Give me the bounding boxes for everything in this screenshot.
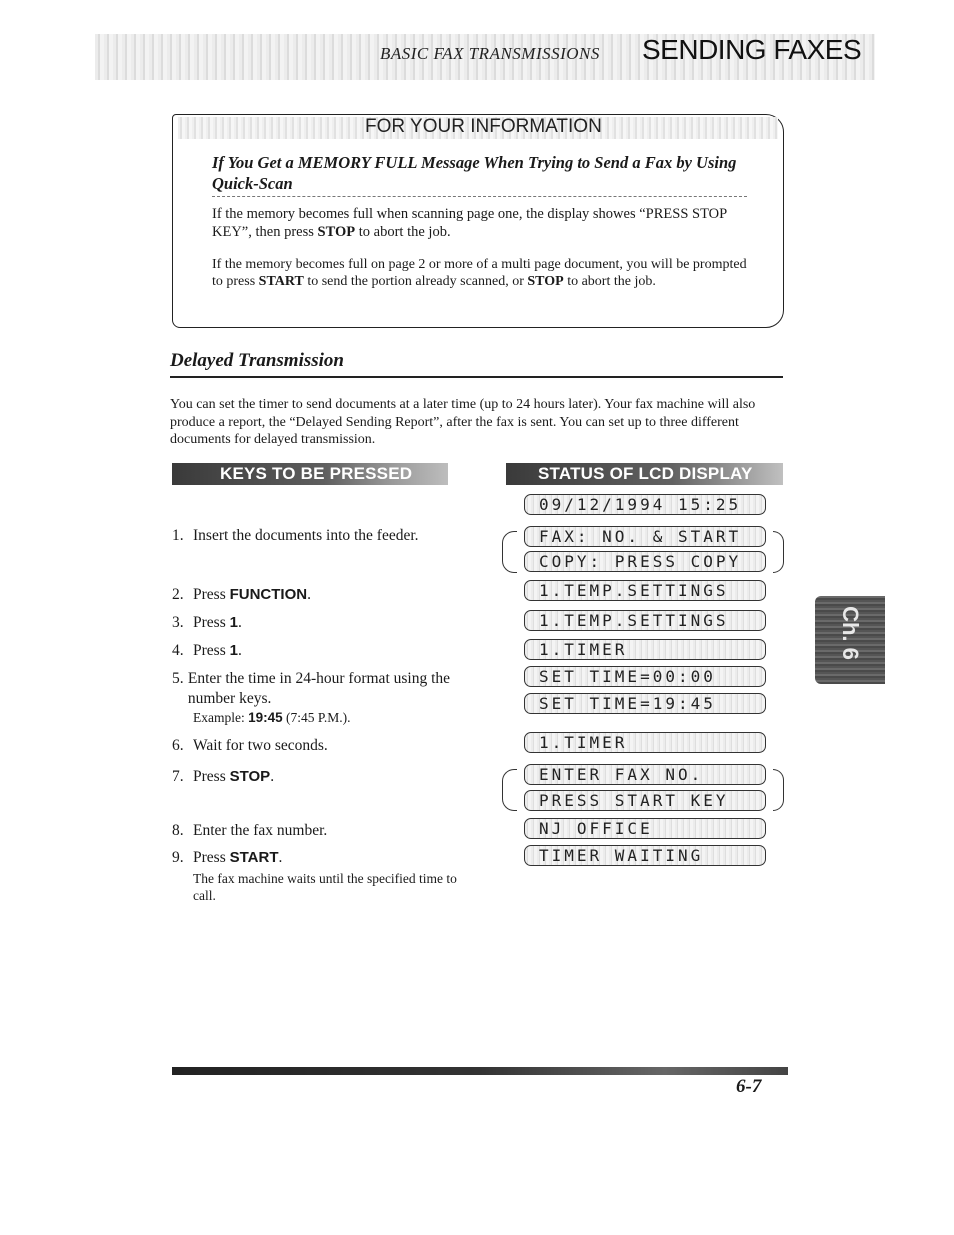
info-box-paragraph-1 [212,205,752,241]
lcd-display: COPY: PRESS COPY [524,551,766,572]
step-key: FUNCTION [229,586,308,603]
section-title: Delayed Transmission [170,350,344,371]
info-p1-key: STOP [317,224,356,240]
info-p2-end: to abort the job. [563,274,656,289]
step-text: Enter the fax number. [193,822,328,839]
step-2: 2. Press FUNCTION. [172,586,311,603]
step-9: 9. Press START. The fax machine waits until the specified time to call. [172,849,457,903]
info-p1-text: If the memory becomes full when scanning page one, the display showes “PRESS STOP KEY”, then press [212,206,727,240]
keys-column-header: KEYS TO BE PRESSED [172,463,448,485]
lcd-display: PRESS START KEY [524,790,766,811]
section-intro: You can set the timer to send documents at a later time (up to 24 hours later). Your fax machine will also produce a report, the “Delayed Sending Report”, after the fax is sent. You can set up to three different documents for delayed transmission. [170,397,756,447]
step-key: 1 [229,614,238,631]
lcd-display: 1.TEMP.SETTINGS [524,610,766,631]
chapter-tab-label: Ch. 6 [838,606,863,660]
info-box-paragraph-2 [212,256,752,290]
lcd-display: 09/12/1994 15:25 [524,494,766,515]
lcd-display: SET TIME=19:45 [524,693,766,714]
step-note: The fax machine waits until the specified time to call. [193,871,457,903]
step-key: STOP [229,768,271,785]
step-text: Enter the time in 24-hour format using the number keys. [187,670,451,707]
info-p2-mid: to send the portion already scanned, or [303,274,528,289]
step-1 [172,526,462,546]
info-box-heading: If You Get a MEMORY FULL Message When Trying to Send a Fax by Using Quick-Scan [212,153,737,193]
step-number: 5. [172,670,184,687]
step-text: Insert the documents into the feeder. [193,527,419,544]
page-number: 6-7 [736,1076,762,1097]
info-p1-end: to abort the job. [355,224,451,240]
step-number: 4. [172,642,184,659]
page-title: SENDING FAXES [642,34,862,65]
alternating-bracket-right [773,531,784,573]
lcd-display: SET TIME=00:00 [524,666,766,687]
step-text: Press [193,642,230,659]
header-section-label: BASIC FAX TRANSMISSIONS [380,44,600,63]
lcd-display: 1.TEMP.SETTINGS [524,580,766,601]
alternating-bracket-left [502,769,517,811]
example-suffix: (7:45 P.M.). [282,710,351,725]
lcd-display: 1.TIMER [524,732,766,753]
step-number: 2. [172,586,184,603]
section-rule [170,376,783,378]
step-number: 3. [172,614,184,631]
step-number: 9. [172,849,184,866]
step-7: 7. Press STOP. [172,768,275,785]
info-p2-key-1: START [258,274,304,289]
step-text: Press [193,586,230,603]
info-box-label: FOR YOUR INFORMATION [365,116,602,137]
step-text: Press [193,768,230,785]
step-text: Press [193,614,230,631]
info-box-divider [212,196,747,197]
info-p2-text: If the memory becomes full on page 2 or more of a multi page document, you will be prompted to press [212,257,747,289]
lcd-display: TIMER WAITING [524,845,766,866]
footer-rule [172,1067,788,1075]
info-p2-key-2: STOP [527,274,564,289]
step-5 [172,669,452,726]
status-column-header: STATUS OF LCD DISPLAY [506,463,783,485]
example-prefix: Example: [193,710,249,725]
lcd-display: FAX: NO. & START [524,526,766,547]
step-6 [172,736,462,756]
step-key: START [229,849,279,866]
alternating-bracket-left [502,531,517,573]
step-3: 3. Press 1. [172,614,242,631]
step-number: 8. [172,822,184,839]
alternating-bracket-right [773,769,784,811]
example-key: 19:45 [248,710,283,725]
step-example [193,709,452,726]
step-number: 6. [172,737,184,754]
step-text: Wait for two seconds. [193,737,328,754]
lcd-display: 1.TIMER [524,639,766,660]
step-number: 1. [172,527,184,544]
step-4: 4. Press 1. [172,642,242,659]
lcd-display: ENTER FAX NO. [524,764,766,785]
step-text: Press [193,849,230,866]
step-8 [172,821,462,841]
lcd-display: NJ OFFICE [524,818,766,839]
step-key: 1 [229,642,238,659]
step-number: 7. [172,768,184,785]
